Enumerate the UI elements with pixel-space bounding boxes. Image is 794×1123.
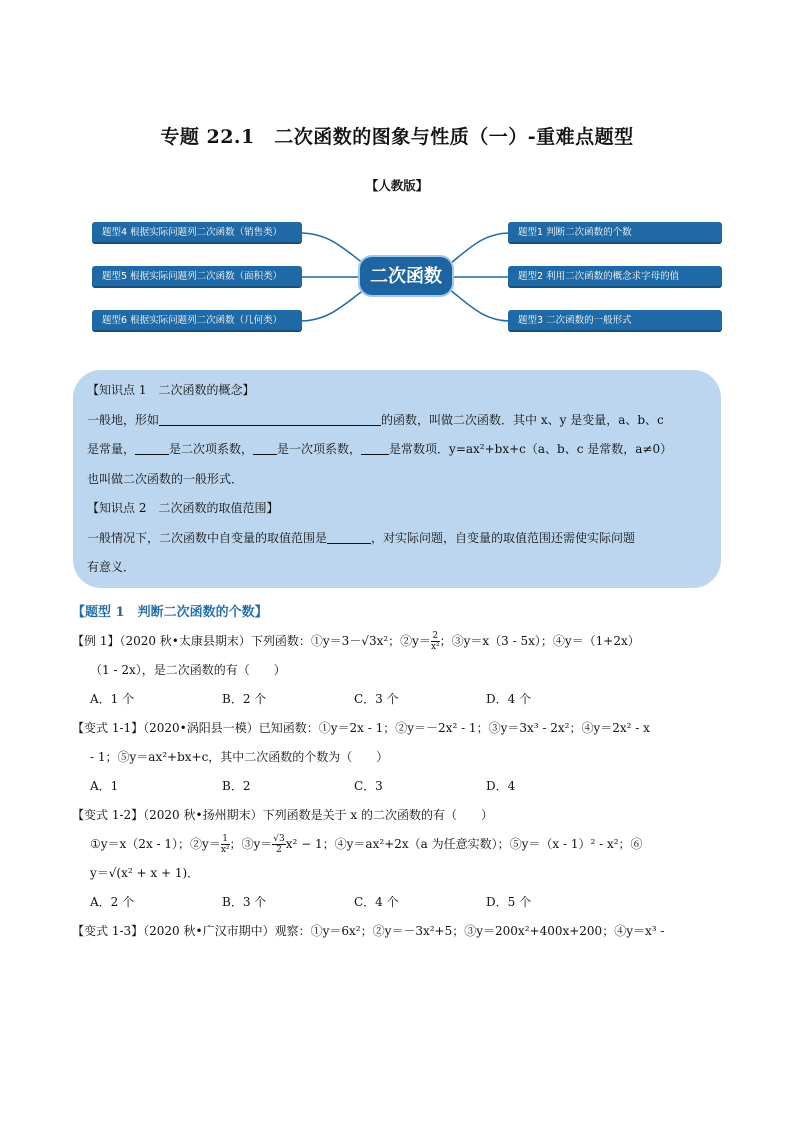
fill-blank bbox=[327, 529, 371, 544]
kp1-line2: 是常量， 是二次项系数， 是一次项系数， 是常数项．y=ax²+bx+c（a、b、c 是常数，a≠0） bbox=[87, 442, 673, 456]
kp2-title: 【知识点 2 二次函数的取值范围】 bbox=[87, 501, 279, 515]
mm-node-type3: 题型3 二次函数的一般形式 bbox=[508, 310, 722, 332]
option-b: B．2 bbox=[222, 779, 251, 793]
example1: 【例 1】（2020 秋•太康县期末）下列函数：①y＝3－√3x²；②y＝ $\frac{2}{\text{x²}}$ ；③y＝x（3 - 5x）；④y＝（1+2x） bbox=[72, 631, 640, 652]
mm-node-type5: 题型5 根据实际问题列二次函数（面积类） bbox=[92, 266, 302, 288]
page-title: 专题 22.1 二次函数的图象与性质（一）-重难点题型 bbox=[160, 126, 634, 148]
variant1-2: 【变式 1-2】（2020 秋•扬州期末）下列函数是关于 x 的二次函数的有（ ） bbox=[72, 808, 493, 822]
variant1-3: 【变式 1-3】（2020 秋•广汉市期中）观察：①y＝6x²；②y＝－3x²+5；③y＝200x²+400x+200；④y＝x³ - bbox=[72, 924, 665, 938]
kp2-line1: 一般情况下，二次函数中自变量的取值范围是 ，对实际问题，自变量的取值范围还需使实际问题 bbox=[87, 530, 636, 545]
option-b: B．2 个 bbox=[222, 692, 267, 706]
variant1-1-cont: - 1；⑤y＝ax²+bx+c，其中二次函数的个数为（ ） bbox=[90, 750, 389, 764]
kp1-line1: 一般地，形如 的函数，叫做二次函数．其中 x、y 是变量，a、b、c bbox=[87, 412, 664, 427]
option-a: A．2 个 bbox=[90, 895, 135, 909]
kp2-line2: 有意义． bbox=[87, 560, 136, 574]
section-heading: 【题型 1 判断二次函数的个数】 bbox=[72, 605, 268, 620]
questions bbox=[72, 598, 732, 946]
fill-blank bbox=[159, 411, 381, 426]
fraction: $\frac{√3}{2}$ bbox=[273, 834, 285, 855]
option-a: A．1 bbox=[90, 779, 119, 793]
option-a: A．1 个 bbox=[90, 692, 135, 706]
kp1-line3: 也叫做二次函数的一般形式． bbox=[87, 471, 244, 486]
option-d: D．4 bbox=[486, 779, 516, 793]
edition-label: 【人教版】 bbox=[365, 178, 429, 193]
mm-center-node: 二次函数 bbox=[358, 255, 454, 297]
example1-options bbox=[72, 685, 732, 714]
variant1-1-options bbox=[72, 772, 732, 801]
option-c: C．3 个 bbox=[354, 692, 399, 706]
option-d: D．5 个 bbox=[486, 895, 532, 909]
variant1-1: 【变式 1-1】（2020•涡阳县一模）已知函数：①y＝2x - 1；②y＝－2x² - 1；③y＝3x³ - 2x²；④y＝2x² - x bbox=[72, 721, 650, 735]
mm-node-type2: 题型2 利用二次函数的概念求字母的值 bbox=[508, 266, 722, 288]
mm-node-type4: 题型4 根据实际问题列二次函数（销售类） bbox=[92, 222, 302, 244]
mm-node-type1: 题型1 判断二次函数的个数 bbox=[508, 222, 722, 244]
example1-cont: （1 - 2x），是二次函数的有（ ） bbox=[90, 663, 286, 677]
fraction: $\frac{1}{\text{x²}}$ bbox=[220, 834, 230, 855]
fill-blank bbox=[361, 440, 389, 455]
knowledge-box bbox=[73, 370, 721, 588]
option-c: C．4 个 bbox=[354, 895, 399, 909]
fill-blank bbox=[253, 440, 277, 455]
mind-map bbox=[0, 205, 794, 345]
variant1-2-line1: ①y＝x（2x - 1）；②y＝ $\frac{1}{\text{x²}}$ ；③y＝ $\frac{√3}{2}$ x² − 1；④y＝ax²+2x（a 为任意实数）；⑤y＝（x - 1）² - x²；⑥ bbox=[90, 834, 643, 855]
mm-node-type6: 题型6 根据实际问题列二次函数（几何类） bbox=[92, 310, 302, 332]
variant1-2-line2: y＝√(x² + x + 1)． bbox=[90, 866, 200, 880]
kp1-title: 【知识点 1 二次函数的概念】 bbox=[87, 383, 255, 397]
variant1-2-options bbox=[72, 888, 732, 917]
fraction: $\frac{2}{\text{x²}}$ bbox=[430, 631, 440, 652]
option-d: D．4 个 bbox=[486, 692, 532, 706]
option-c: C．3 bbox=[354, 779, 383, 793]
fill-blank bbox=[135, 440, 169, 455]
option-b: B．3 个 bbox=[222, 895, 267, 909]
